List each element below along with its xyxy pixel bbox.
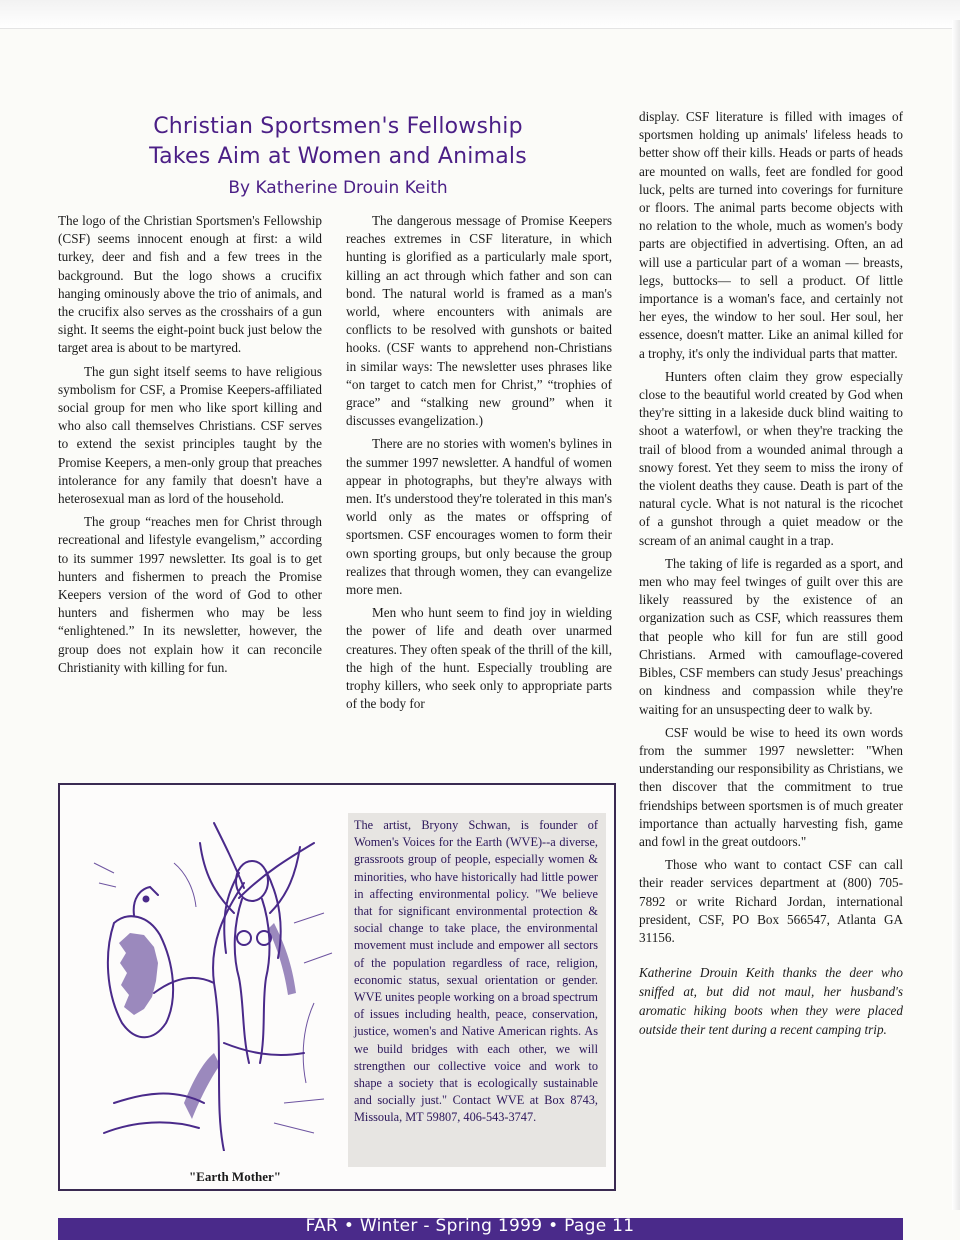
article-byline: By Katherine Drouin Keith	[228, 178, 448, 198]
paragraph: Those who want to contact CSF can call their reader services department at (800) 705-7892 or write Richard Jordan, international president, CSF, PO Box 566547, Atlanta GA 31156.	[639, 857, 903, 945]
paragraph: Hunters often claim they grow especially close to the beautiful world created by God when they're sitting in a lakeside duck blind waiting to shoot a waterfowl, or when they're tracking the trail of blood from a wounded animal through a snowy forest. Yet they seem to miss the irony of the violent deaths they cause. Death is part of the natural cycle. What is not natural is the ricochet of a gunshot through a quiet meadow or the scream of an animal caught in a trap.	[639, 368, 903, 548]
page-top-edge	[0, 0, 960, 29]
artwork-box	[58, 783, 616, 1191]
author-note: Katherine Drouin Keith thanks the deer who sniffed at, but did not maul, her husband's aromatic hiking boots when they were placed outside their tent during a recent camping trip.	[639, 965, 903, 1038]
artist-sidebar: The artist, Bryony Schwan, is founder of Women's Voices for the Earth (WVE)--a diverse, grassroots group of people, especially women & minorities, who have historically had little power in affecting environmental policy. "We believe that for significant environmental protection & social change to take place, the environmental movement must include and empower all sectors of the population regardless of race, religion, economic status, sexual orientation or gender. WVE unites people working on a broad spectrum of issues including health, peace, conservation, justice, women's and Native American rights. As we build bridges with each other, we will strengthen our collective voice and work to shape a society that is ecologically sustainable and socially just." Contact WVE at Box 8743, Missoula, MT 59807, 406-543-3747.	[348, 813, 606, 1167]
footer-page-info: FAR • Winter - Spring 1999 • Page 11	[305, 1216, 635, 1236]
paragraph: The dangerous message of Promise Keepers reaches extremes in CSF literature, in which hunting is glorified as a particularly male sport, killing an act through which father and son can bond. The natural world is framed as a man's world, where encounters with animals are conflicts to be resolved with gunshots or baited hooks. (CSF wants to apprehend non-Christians in similar ways: The newsletter uses phrases like “on target to catch men for Christ,” “trophies of grace” and “stalking new ground” when it discusses evangelization.)	[346, 213, 612, 429]
page-right-edge	[952, 20, 960, 1210]
paragraph: The logo of the Christian Sportsmen's Fellowship (CSF) seems innocent enough at first: a wild turkey, deer and fish and a few trees in the background. But the logo shows a crucifix hanging ominously above the trio of animals, and the crucifix also serves as the crosshairs of a gun sight. It seems the eight-point buck just below the target area is about to be martyred.	[58, 213, 322, 356]
paragraph: The taking of life is regarded as a sport, and men who may feel twinges of guilt over this are likely reassured by the existence of an organization such as CSF, which reassures them that people who kill for fun are still good Christians. Armed with camouflage-covered Bibles, CSF members can study Jesus' preachings on kindness and compassion while they're waiting for an unsuspecting deer to walk by.	[639, 555, 903, 717]
paragraph: Men who hunt seem to find joy in wielding the power of life and death over unarmed creatures. They often speak of the thrill of the kill, the high of the hunt. Especially troubling are trophy killers, who seek only to appropriate parts of the body for	[346, 605, 612, 712]
article-column-1	[58, 212, 322, 682]
artwork-caption: "Earth Mother"	[188, 1169, 282, 1184]
article-header	[60, 112, 616, 202]
earth-mother-illustration	[74, 803, 346, 1151]
article-column-3	[639, 108, 903, 1044]
article-title-line-2: Takes Aim at Women and Animals	[149, 144, 527, 169]
article-column-2	[346, 212, 612, 718]
paragraph: The gun sight itself seems to have religious symbolism for CSF, a Promise Keepers-affiliated social group for men who like sport killing and who also call themselves Christians. CSF serves to extend the sexist principles taught by the Promise Keepers, a men-only group that preaches intolerance for any family that doesn't have a heterosexual man as lord of the household.	[58, 363, 322, 507]
paragraph: There are no stories with women's bylines in the summer 1997 newsletter. A handful of women appear in photographs, but they're always with men. It's understood they're tolerated in this man's world only as the mates or offspring of sportsmen. CSF encourages women to form their own sporting groups, but only because the group realizes that through women, they can evangelize more men.	[346, 436, 612, 598]
article-title-line-1: Christian Sportsmen's Fellowship	[153, 114, 523, 139]
paragraph: display. CSF literature is filled with images of sportsmen holding up animals' lifeless heads to better show off their kills. Heads or parts of heads are mounted on walls, feet are fondled for good luck, pelts are turned into coverings for furniture or floors. The animal parts become objects with no relation to the whole, much as women's body parts are objectified in advertising. Often, an ad will use a particular part of a woman — breasts, legs, buttocks— to sell a product. Of little importance is a woman's face, and certainly not her eyes, the window to her soul. Her soul, her essence, doesn't matter. Like an animal killed for a trophy, it's only the individual parts that matter.	[639, 109, 903, 361]
paragraph: The group “reaches men for Christ through recreational and lifestyle evangelism,” according to its summer 1997 newsletter. Its goal is to get hunters and fishermen to preach the Promise Keepers version of the word of God to other hunters and fishermen who may be less “enlightened.” In its newsletter, however, the group does not explain how it can reconcile Christianity with killing for fun.	[58, 514, 322, 675]
paragraph: CSF would be wise to heed its own words from the summer 1997 newsletter: "When understanding our responsibility as Christians, we then discover that the commitment to true friendships between sportsmen is of much greater importance than actually harvesting fish, game and fowl in the great outdoors."	[639, 724, 903, 849]
